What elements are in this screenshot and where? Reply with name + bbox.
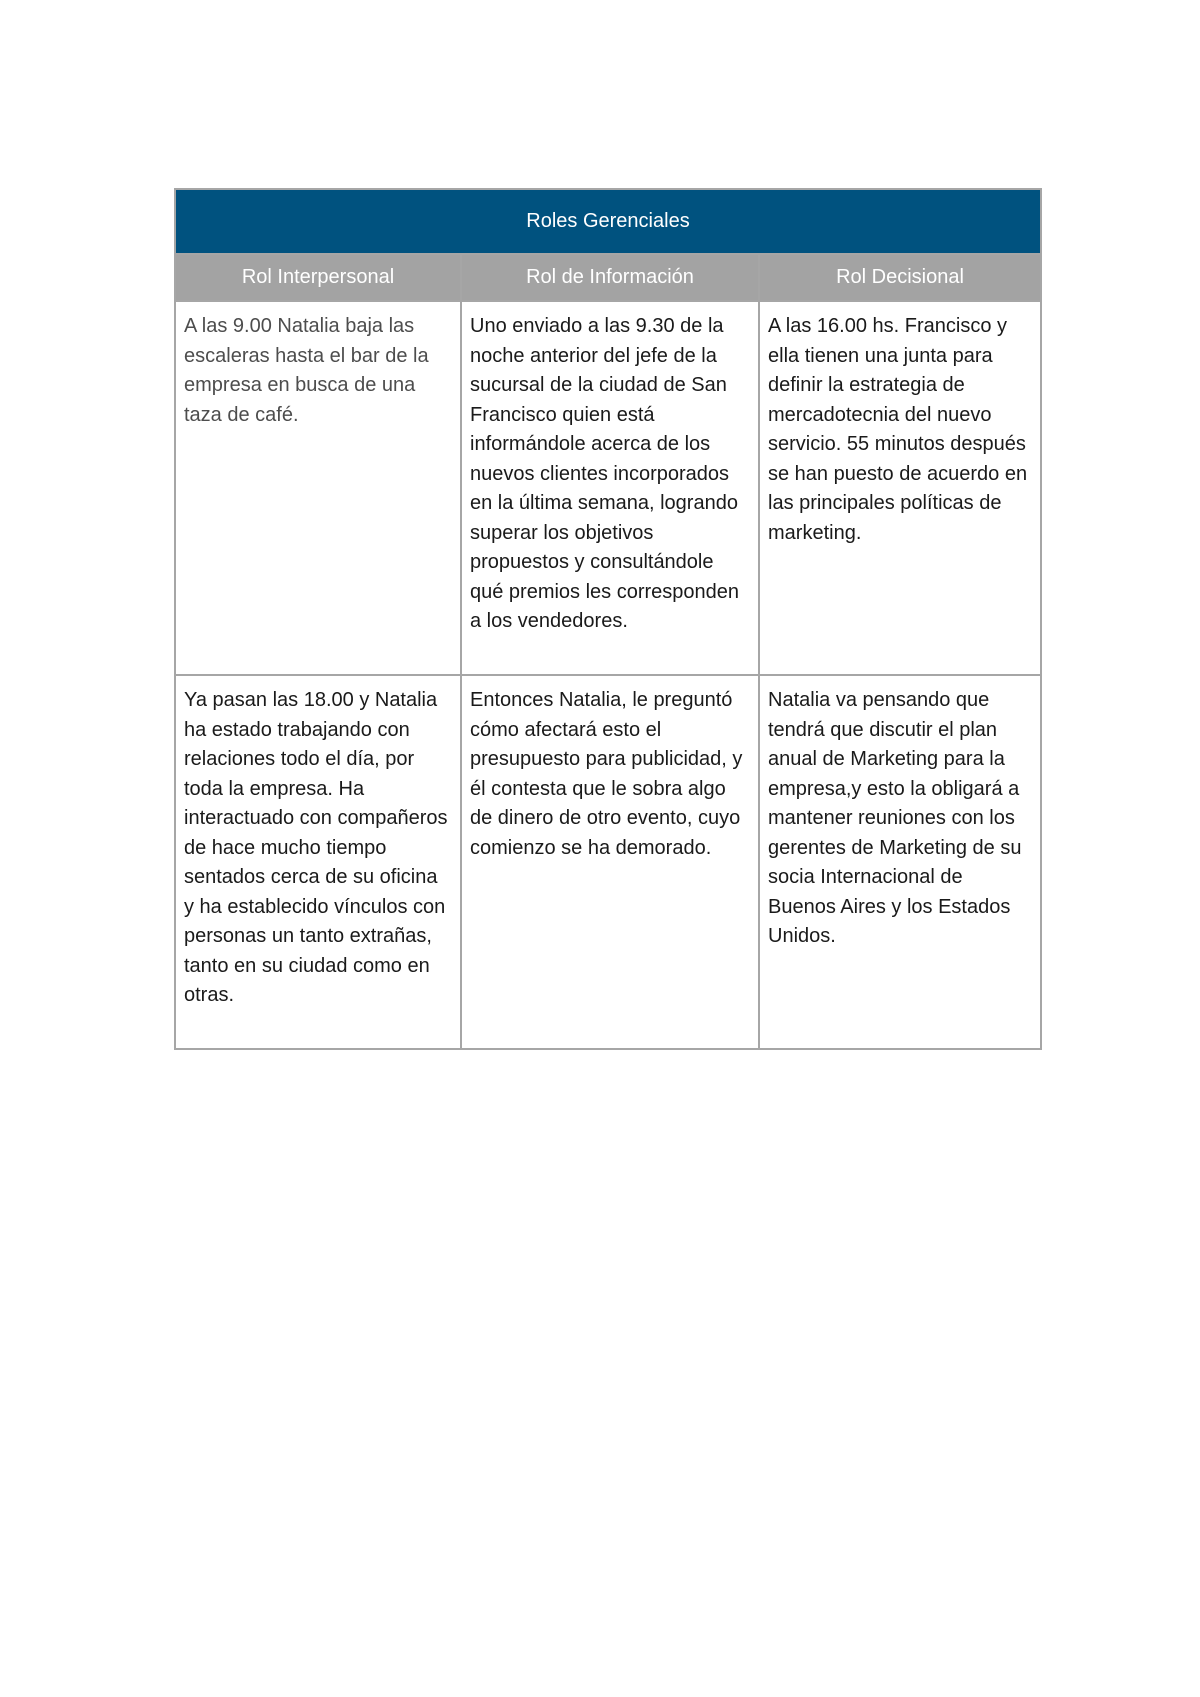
roles-table: [174, 188, 1042, 1050]
table-cell: Ya pasan las 18.00 y Natalia ha estado trabajando con relaciones todo el día, por toda la empresa. Ha interactuado con compañeros de hace mucho tiempo sentados cerca de su oficina y ha establecido vínculos con personas un tanto extrañas, tanto en su ciudad como en otras.: [175, 675, 461, 1049]
table-row: [175, 675, 1041, 1049]
table-cell: A las 9.00 Natalia baja las escaleras hasta el bar de la empresa en busca de una taza de café.: [175, 301, 461, 675]
table-cell: Uno enviado a las 9.30 de la noche anterior del jefe de la sucursal de la ciudad de San Francisco quien está informándole acerca de los nuevos clientes incorporados en la última semana, logrando superar los objetivos propuestos y consultándole qué premios les corresponden a los vendedores.: [461, 301, 759, 675]
table-cell: Entonces Natalia, le preguntó cómo afectará esto el presupuesto para publicidad, y él contesta que le sobra algo de dinero de otro evento, cuyo comienzo se ha demorado.: [461, 675, 759, 1049]
column-header-decisional: Rol Decisional: [759, 254, 1041, 301]
column-header-interpersonal: Rol Interpersonal: [175, 254, 461, 301]
table-row: [175, 301, 1041, 675]
table-title: Roles Gerenciales: [175, 189, 1041, 254]
table-cell: Natalia va pensando que tendrá que discutir el plan anual de Marketing para la empresa,y esto la obligará a mantener reuniones con los gerentes de Marketing de su socia Internacional de Buenos Aires y los Estados Unidos.: [759, 675, 1041, 1049]
table-header-row: [175, 254, 1041, 301]
column-header-informacion: Rol de Información: [461, 254, 759, 301]
table-cell: A las 16.00 hs. Francisco y ella tienen una junta para definir la estrategia de mercadotecnia del nuevo servicio. 55 minutos después se han puesto de acuerdo en las principales políticas de marketing.: [759, 301, 1041, 675]
table-title-row: [175, 189, 1041, 254]
